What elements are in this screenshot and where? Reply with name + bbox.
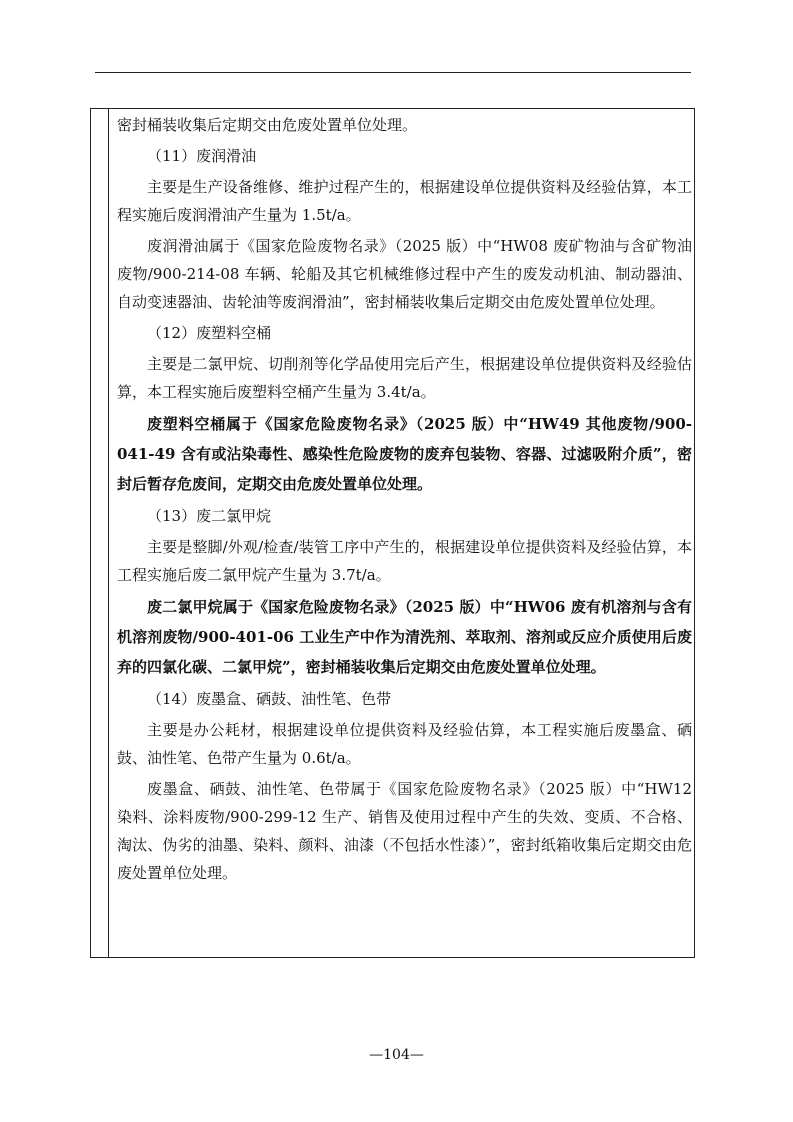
paragraph-plastic-buckets-classification: 废塑料空桶属于《国家危险废物名录》（2025 版）中“HW49 其他废物/900-041-49 含有或沾染毒性、感染性危险废物的废弃包装物、容器、过滤吸附介质”，密封后暂存危废间，定期交由危废处置单位处理。 xyxy=(117,415,692,493)
paragraph-continued: 密封桶装收集后定期交由危废处置单位处理。 xyxy=(117,116,418,134)
table-content-cell xyxy=(117,111,692,890)
paragraph-lubricating-oil-classification: 废润滑油属于《国家危险废物名录》（2025 版）中“HW08 废矿物油与含矿物油废物/900-214-08 车辆、轮船及其它机械维修过程中产生的废发动机油、制动器油、自动变速器油、齿轮油等废润滑油”，密封桶装收集后定期交由危废处置单位处理。 xyxy=(117,237,692,311)
page-number: —104— xyxy=(369,1047,424,1063)
paragraph-ink-cartridges-classification: 废墨盒、硒鼓、油性笔、色带属于《国家危险废物名录》（2025 版）中“HW12 染料、涂料废物/900-299-12 生产、销售及使用过程中产生的失效、变质、不合格、淘汰、伪劣的油墨、染料、颜料、油漆（不包括水性漆）”，密封纸箱收集后定期交由危废处置单位处理。 xyxy=(117,780,692,882)
heading-waste-dichloromethane: （13）废二氯甲烷 xyxy=(147,507,272,525)
paragraph-lubricating-oil-source: 主要是生产设备维修、维护过程产生的，根据建设单位提供资料及经验估算，本工程实施后废润滑油产生量为 1.5t/a。 xyxy=(117,178,692,224)
heading-waste-plastic-buckets: （12）废塑料空桶 xyxy=(147,324,272,342)
table-left-column-line xyxy=(108,108,109,958)
header-rule xyxy=(95,72,691,73)
heading-waste-ink-cartridges: （14）废墨盒、硒鼓、油性笔、色带 xyxy=(147,690,392,708)
paragraph-ink-cartridges-source: 主要是办公耗材，根据建设单位提供资料及经验估算，本工程实施后废墨盒、硒鼓、油性笔、色带产生量为 0.6t/a。 xyxy=(117,721,692,767)
paragraph-dichloromethane-classification: 废二氯甲烷属于《国家危险废物名录》（2025 版）中“HW06 废有机溶剂与含有机溶剂废物/900-401-06 工业生产中作为清洗剂、萃取剂、溶剂或反应介质使用后废弃的四氯化碳、二氯甲烷”，密封桶装收集后定期交由危废处置单位处理。 xyxy=(117,598,692,676)
heading-waste-lubricating-oil: （11）废润滑油 xyxy=(147,147,257,165)
paragraph-dichloromethane-source: 主要是整脚/外观/检查/装管工序中产生的，根据建设单位提供资料及经验估算，本工程实施后废二氯甲烷产生量为 3.7t/a。 xyxy=(117,538,692,584)
paragraph-plastic-buckets-source: 主要是二氯甲烷、切削剂等化学品使用完后产生，根据建设单位提供资料及经验估算，本工程实施后废塑料空桶产生量为 3.4t/a。 xyxy=(117,355,692,401)
